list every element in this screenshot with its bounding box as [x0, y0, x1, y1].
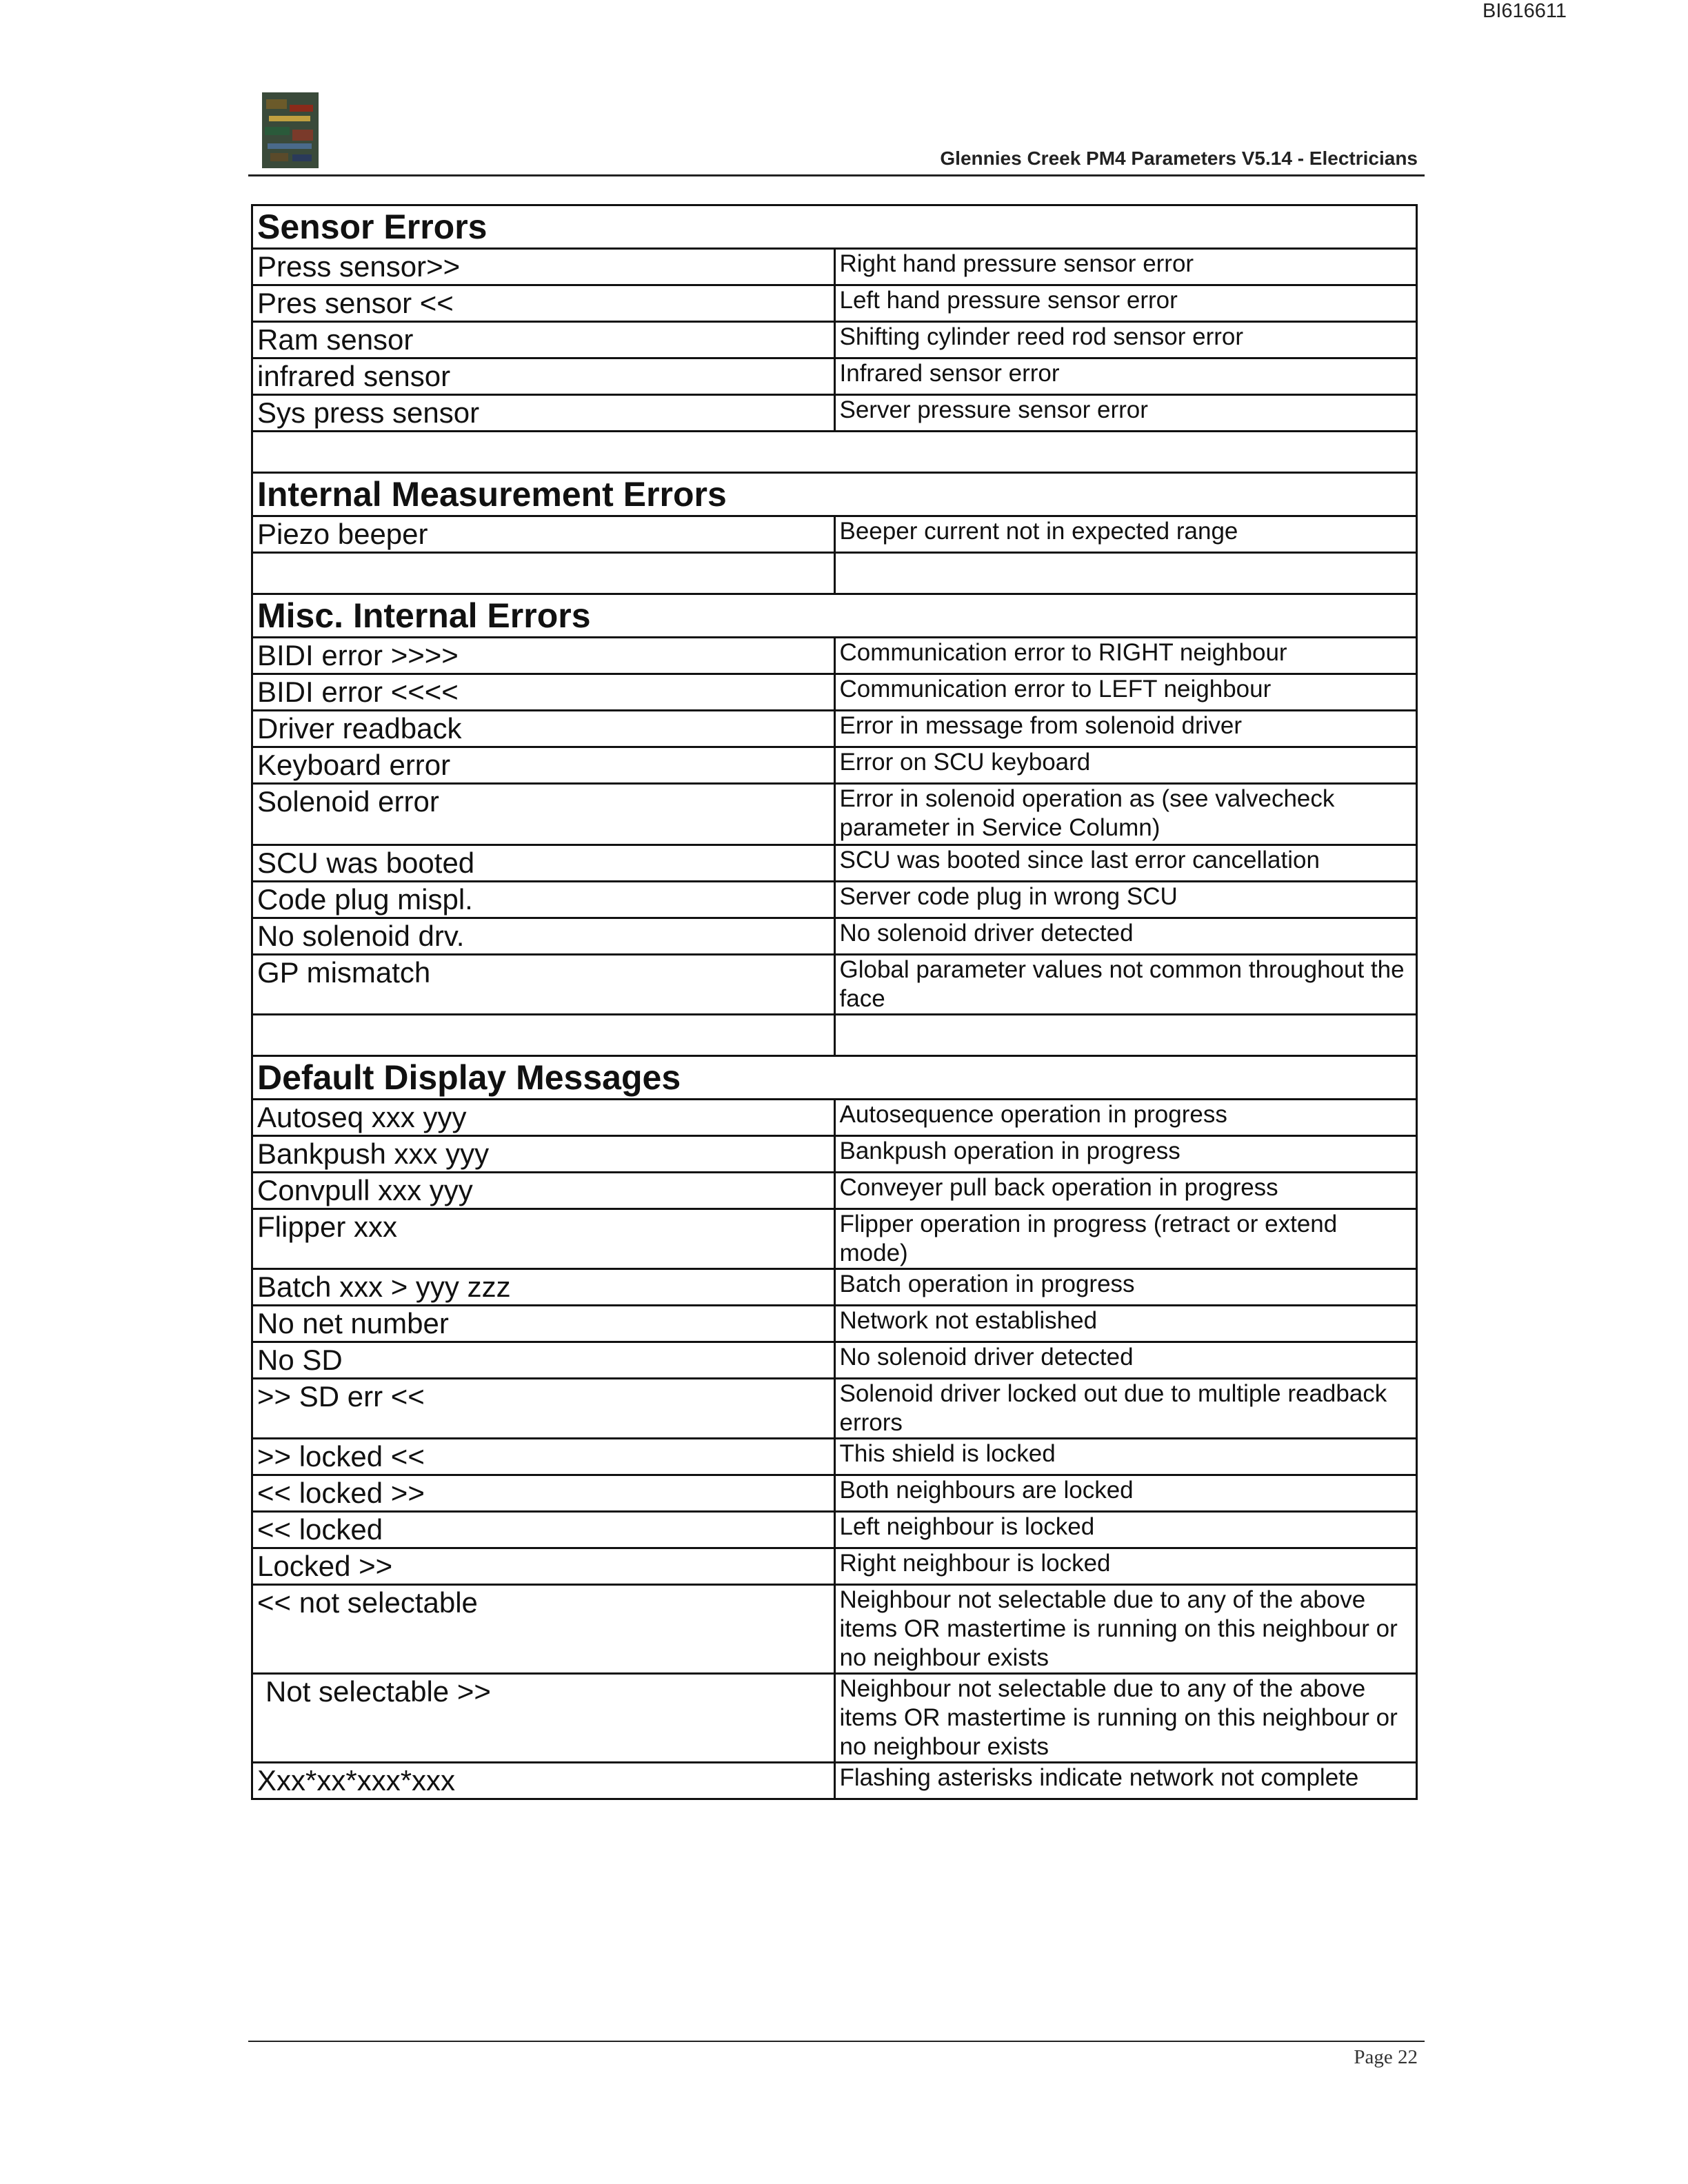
message-term: GP mismatch: [252, 955, 835, 1015]
table-row: [252, 845, 1417, 882]
message-term: Keyboard error: [252, 747, 835, 784]
company-logo: [262, 92, 319, 168]
table-row: [252, 1548, 1417, 1585]
message-description: Conveyer pull back operation in progress: [834, 1173, 1417, 1209]
table-row: [252, 1173, 1417, 1209]
message-description: Autosequence operation in progress: [834, 1100, 1417, 1136]
section-heading-row: [252, 205, 1417, 249]
table-row: [252, 784, 1417, 845]
table-row: [252, 1136, 1417, 1173]
message-term: Pres sensor <<: [252, 285, 835, 322]
message-term: Press sensor>>: [252, 249, 835, 285]
table-row: [252, 1585, 1417, 1674]
message-term: Code plug mispl.: [252, 882, 835, 918]
message-description: Solenoid driver locked out due to multiple readback errors: [834, 1379, 1417, 1439]
message-description: Flipper operation in progress (retract or extend mode): [834, 1209, 1417, 1269]
message-description: Right hand pressure sensor error: [834, 249, 1417, 285]
table-row: [252, 249, 1417, 285]
message-description: Beeper current not in expected range: [834, 516, 1417, 553]
table-row: [252, 955, 1417, 1015]
header-title: Glennies Creek PM4 Parameters V5.14 - Electricians: [940, 148, 1418, 169]
page-number: Page 22: [1354, 2046, 1418, 2068]
message-description: SCU was booted since last error cancellation: [834, 845, 1417, 882]
message-term: BIDI error <<<<: [252, 674, 835, 711]
message-term: Not selectable >>: [252, 1674, 835, 1763]
message-description: No solenoid driver detected: [834, 918, 1417, 955]
table-row: [252, 1342, 1417, 1379]
message-description: Neighbour not selectable due to any of the above items OR mastertime is running on this neighbour or no neighbour exists: [834, 1674, 1417, 1763]
message-description: Error on SCU keyboard: [834, 747, 1417, 784]
table-row: [252, 882, 1417, 918]
table-row: [252, 1512, 1417, 1548]
section-heading: Misc. Internal Errors: [252, 594, 1417, 638]
message-description: Infrared sensor error: [834, 358, 1417, 395]
message-term: << locked: [252, 1512, 835, 1548]
table-row: [252, 322, 1417, 358]
message-description: Left neighbour is locked: [834, 1512, 1417, 1548]
message-term: No SD: [252, 1342, 835, 1379]
table-row: [252, 1269, 1417, 1306]
message-description: Communication error to RIGHT neighbour: [834, 638, 1417, 674]
message-term: Locked >>: [252, 1548, 835, 1585]
message-description: Neighbour not selectable due to any of the above items OR mastertime is running on this neighbour or no neighbour exists: [834, 1585, 1417, 1674]
table-row: [252, 1209, 1417, 1269]
message-description: Shifting cylinder reed rod sensor error: [834, 322, 1417, 358]
message-term: Ram sensor: [252, 322, 835, 358]
message-term: Solenoid error: [252, 784, 835, 845]
message-term: BIDI error >>>>: [252, 638, 835, 674]
message-description: Flashing asterisks indicate network not complete: [834, 1763, 1417, 1799]
section-heading: Default Display Messages: [252, 1056, 1417, 1100]
message-term: << not selectable: [252, 1585, 835, 1674]
table-row: [252, 711, 1417, 747]
message-term: Autoseq xxx yyy: [252, 1100, 835, 1136]
section-heading-row: [252, 1056, 1417, 1100]
message-description: Both neighbours are locked: [834, 1475, 1417, 1512]
message-description: No solenoid driver detected: [834, 1342, 1417, 1379]
header-divider: [248, 174, 1425, 176]
message-description: This shield is locked: [834, 1439, 1417, 1475]
table-row: [252, 1763, 1417, 1799]
spacer-row: [252, 1015, 1417, 1056]
table-row: [252, 1379, 1417, 1439]
table-row: [252, 1439, 1417, 1475]
message-description: Error in solenoid operation as (see valvecheck parameter in Service Column): [834, 784, 1417, 845]
message-description: Communication error to LEFT neighbour: [834, 674, 1417, 711]
table-row: [252, 1306, 1417, 1342]
message-term: >> SD err <<: [252, 1379, 835, 1439]
message-term: Batch xxx > yyy zzz: [252, 1269, 835, 1306]
table-row: [252, 358, 1417, 395]
table-row: [252, 638, 1417, 674]
spacer-row: [252, 553, 1417, 594]
table-row: [252, 285, 1417, 322]
message-description: Bankpush operation in progress: [834, 1136, 1417, 1173]
footer-divider: [248, 2041, 1425, 2042]
table-row: [252, 1674, 1417, 1763]
message-description: Global parameter values not common throughout the face: [834, 955, 1417, 1015]
message-term: Sys press sensor: [252, 395, 835, 432]
message-term: Piezo beeper: [252, 516, 835, 553]
table-row: [252, 747, 1417, 784]
message-term: Xxx*xx*xxx*xxx: [252, 1763, 835, 1799]
message-term: Bankpush xxx yyy: [252, 1136, 835, 1173]
section-heading: Internal Measurement Errors: [252, 473, 1417, 516]
message-term: SCU was booted: [252, 845, 835, 882]
section-heading: Sensor Errors: [252, 205, 1417, 249]
message-term: No net number: [252, 1306, 835, 1342]
section-heading-row: [252, 594, 1417, 638]
table-row: [252, 516, 1417, 553]
message-description: Network not established: [834, 1306, 1417, 1342]
message-term: Flipper xxx: [252, 1209, 835, 1269]
message-term: Convpull xxx yyy: [252, 1173, 835, 1209]
message-description: Server pressure sensor error: [834, 395, 1417, 432]
message-description: Right neighbour is locked: [834, 1548, 1417, 1585]
table-row: [252, 1475, 1417, 1512]
message-term: infrared sensor: [252, 358, 835, 395]
message-description: Server code plug in wrong SCU: [834, 882, 1417, 918]
table-row: [252, 674, 1417, 711]
table-row: [252, 1100, 1417, 1136]
section-heading-row: [252, 473, 1417, 516]
spacer-row: [252, 432, 1417, 473]
message-term: Driver readback: [252, 711, 835, 747]
table-row: [252, 918, 1417, 955]
message-term: << locked >>: [252, 1475, 835, 1512]
message-description: Left hand pressure sensor error: [834, 285, 1417, 322]
message-description: Error in message from solenoid driver: [834, 711, 1417, 747]
message-term: No solenoid drv.: [252, 918, 835, 955]
table-row: [252, 395, 1417, 432]
message-term: >> locked <<: [252, 1439, 835, 1475]
document-id: BI616611: [1483, 0, 1567, 22]
message-description: Batch operation in progress: [834, 1269, 1417, 1306]
error-message-table: [251, 204, 1418, 1800]
